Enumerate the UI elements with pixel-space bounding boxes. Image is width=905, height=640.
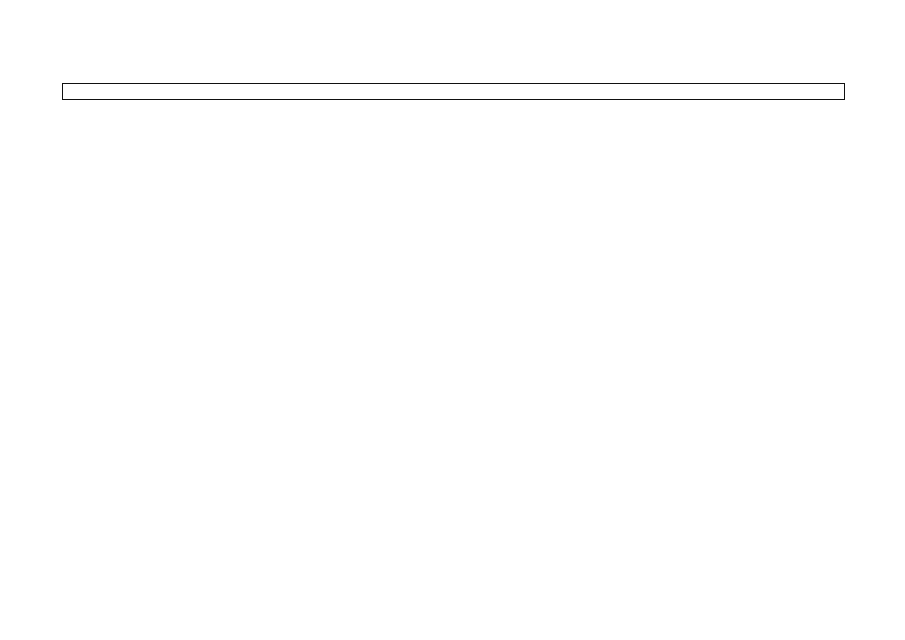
table-header <box>62 83 845 100</box>
